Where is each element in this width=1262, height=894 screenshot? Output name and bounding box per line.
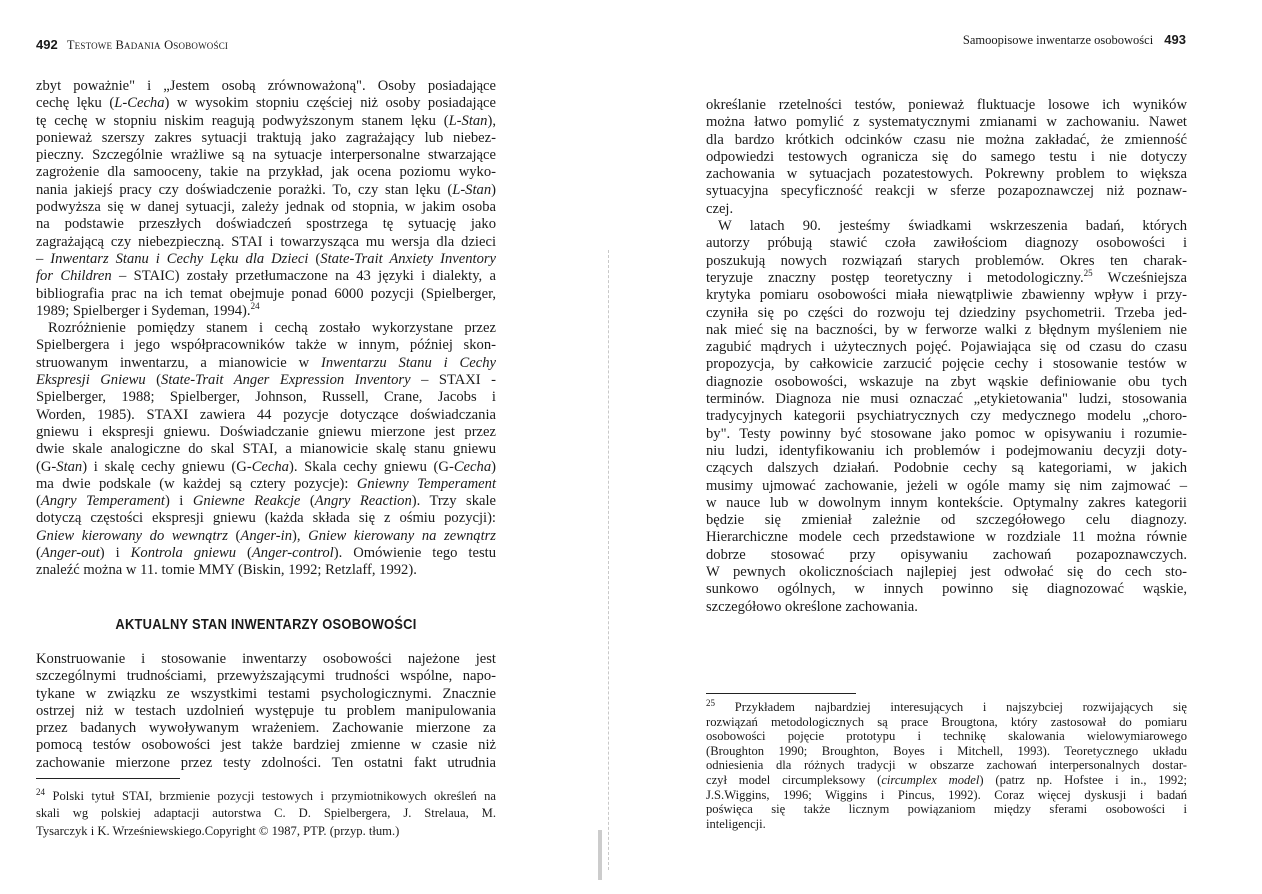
text-line: zachowania w sytuacjach pozatestowych. Pokrewny problem to większa bbox=[706, 166, 1187, 183]
text-line: teryzuje znaczny postęp teoretyczny i metodologiczny.$^{25}$ Wcześniejsza bbox=[706, 268, 1187, 286]
italic-text: Gniew kierowany na zewnątrz bbox=[308, 527, 496, 544]
text-line: odpowiedzi testowych ogranicza się do samego testu i nie dotyczy bbox=[706, 148, 1187, 165]
text-line: poszukują nowych rozwiązań starych problemów. Okres ten charak- bbox=[706, 252, 1187, 269]
text-line: musimy ujmować zachowanie, jeżeli w ogóle mamy się nim zajmować – bbox=[706, 477, 1187, 494]
footnote-rule bbox=[36, 778, 180, 779]
right-page-number: 493 bbox=[1164, 32, 1186, 47]
text-line: (G-Stan) i skalę cechy gniewu (G-Cecha). Skala cechy gniewu (G-Cecha) bbox=[36, 458, 496, 475]
italic-text: Angry Reaction bbox=[314, 493, 412, 510]
footnote-marker: 24 bbox=[36, 786, 45, 797]
text-line: Gniew kierowany do wewnątrz (Anger-in), Gniew kierowany na zewnątrz bbox=[36, 527, 496, 544]
text-line: $^{24}$ Polski tytuł STAI, brzmienie pozycji testowych i przymiotnikowych określeń na bbox=[36, 786, 496, 803]
italic-text: Angry Temperament bbox=[40, 493, 165, 510]
text-line: można łatwo pomylić z systematycznymi zmianami w zachowaniu. Nawet bbox=[706, 114, 1187, 131]
text-line: osobowości pojęcie prototypu i technikę skalowania wielowymiarowego bbox=[706, 729, 1187, 744]
text-line: (Anger-out) i Kontrola gniewu (Anger-control). Omówienie tego testu bbox=[36, 545, 496, 562]
text-line: na podstawie przeszłych doświadczeń spostrzega tę sytuację jako bbox=[36, 216, 496, 233]
text-line: J.S.Wiggins, 1996; Wiggins i Pincus, 1992). Coraz więcej dyskusji i badań bbox=[706, 787, 1187, 802]
text-line: pomocą testów osobowości jest także bardziej zmienne w czasie niż bbox=[36, 737, 496, 754]
text-line: tykane w związku ze wszystkimi testami psychologicznymi. Znacznie bbox=[36, 685, 496, 702]
text-line: gniewu i ekspresji gniewu. Doświadczanie gniewu mierzone jest przez bbox=[36, 423, 496, 440]
text-line: zagubić mądrych i użytecznych pojęć. Pojawiająca się od czasu do czasu bbox=[706, 339, 1187, 356]
left-body-text-2 bbox=[36, 651, 496, 772]
italic-text: L-Stan bbox=[448, 112, 488, 129]
footnote-rule bbox=[706, 693, 856, 694]
text-line: ma dwie podskale (w każdej są cztery pozycje): Gniewny Temperament bbox=[36, 475, 496, 492]
text-line: sunkowo ogólnych, w innych powinno się diagnozować wąskie, bbox=[706, 581, 1187, 598]
text-line: Ekspresji Gniewu (State-Trait Anger Expression Inventory – STAXI - bbox=[36, 372, 497, 389]
text-line: autorzy próbują stawić czoła zawiłościom diagnozy osobowości i bbox=[706, 235, 1187, 252]
text-line: for Children – STAIC) zostały przetłumaczone na 43 języki i dialekty, a bbox=[36, 268, 496, 285]
text-line: (Broughton 1990; Broughton, Boyes i Mitchell, 1993). Teoretycznego układu bbox=[706, 743, 1187, 758]
text-line: dla bardzo krótkich odcinków czasu nie można zakładać, że zmienność bbox=[706, 131, 1187, 148]
text-line: podwyższa się w danej sytuacji, zależy jednak od stopnia, w jakim osoba bbox=[36, 199, 496, 216]
text-line: czej. bbox=[706, 200, 734, 217]
italic-text: Ekspresji Gniewu bbox=[36, 372, 146, 389]
italic-text: Gniewny Temperament bbox=[356, 475, 496, 492]
left-running-head: Testowe Badania Osobowości bbox=[66, 38, 229, 52]
right-running-head: Samoopisowe inwentarze osobowości bbox=[962, 33, 1154, 47]
text-line: Tysarczyk i K. Wrześniewskiego.Copyright © 1987, PTP. (przyp. tłum.) bbox=[36, 823, 400, 838]
italic-text: State-Trait Anxiety Inventory bbox=[320, 250, 497, 267]
text-line: Konstruowanie i stosowanie inwentarzy osobowości najeżone jest bbox=[36, 651, 496, 667]
text-line: szczegółowo określone zachowania. bbox=[706, 598, 918, 615]
italic-text: Stan bbox=[56, 458, 83, 475]
text-line: dwie skale analogiczne do skal STAI, a mianowicie skalę stanu gniewu bbox=[36, 441, 496, 458]
text-line: Rozróżnienie pomiędzy stanem i cechą zostało wykorzystane przez bbox=[48, 320, 496, 337]
italic-text: Gniew kierowany do wewnątrz bbox=[36, 527, 228, 544]
italic-text: Inwentarzu Stanu i Cechy bbox=[321, 354, 496, 371]
text-line: znaleźć można w 11. tomie MMY (Biskin, 1992; Retzlaff, 1992). bbox=[36, 562, 417, 579]
text-line: odniesienia dla różnych tradycji w obszarze zachowań interpersonalnych dostar- bbox=[706, 758, 1187, 773]
footnote-24 bbox=[36, 788, 496, 840]
text-line: Worden, 1985). STAXI zawiera 44 pozycje dotyczące doświadczania bbox=[36, 406, 496, 423]
text-line: nania jakiejś pracy czy doświadczenie porażki. To, czy stan lęku (L-Stan) bbox=[36, 181, 496, 198]
italic-text: Kontrola gniewu bbox=[130, 545, 236, 562]
text-line: Hierarchiczne modele cech przedstawione w rozdziale 11 można równie bbox=[706, 529, 1187, 546]
text-line: będzie się zmieniał zależnie od szczegółowego celu diagnozy. bbox=[706, 512, 1187, 529]
text-line: sytuacyjna specyficzność reakcji w sferze pozapoznawczej niż poznaw- bbox=[706, 183, 1187, 200]
text-line: ponieważ szerszy zakres sytuacji traktują jako zagrażający lub niebez- bbox=[36, 129, 496, 146]
text-line: poświęca się także licznym powiązaniom między sferami osobowości i bbox=[706, 802, 1187, 817]
text-line: propozycja, by całkowicie zarzucić pojęcie cechy i stosowanie testów w bbox=[706, 356, 1187, 373]
text-line: dotyczą częstości ekspresji gniewu (każda składa się z ośmiu pozycji): bbox=[36, 510, 496, 527]
text-line: zbyt poważnie" i „Jestem osobą zrównoważoną". Osoby posiadające bbox=[36, 78, 496, 94]
italic-text: Anger-control bbox=[251, 545, 334, 562]
text-line: rozwiązań metodologicznych są prace Brougtona, który zastosował do pomiaru bbox=[706, 714, 1187, 729]
text-line: – Inwentarz Stanu i Cechy Lęku dla Dzieci (State-Trait Anxiety Inventory bbox=[36, 250, 497, 267]
text-line: struowanym inwentarzu, a mianowicie w Inwentarzu Stanu i Cechy bbox=[36, 354, 496, 371]
text-line: zagrożenie dla samooceny, takie na przykład, jak ocena poziomu wyko- bbox=[36, 164, 496, 181]
text-line: nak mieć się na baczności, by w ferworze walki z błędnym myśleniem nie bbox=[706, 321, 1187, 338]
text-line: inteligencji. bbox=[706, 816, 766, 831]
italic-text: Inwentarz Stanu i Cechy Lęku dla Dzieci bbox=[50, 250, 309, 267]
italic-text: State-Trait Anger Expression Inventory bbox=[161, 372, 411, 389]
page-gutter bbox=[608, 250, 609, 870]
italic-text: L-Cecha bbox=[114, 95, 165, 112]
text-line: tradycyjnych kategorii psychiatrycznych czy medycznego modelu „choro- bbox=[706, 408, 1187, 425]
text-line: (Angry Temperament) i Gniewne Reakcje (Angry Reaction). Trzy skale bbox=[36, 493, 497, 510]
text-line: Spielberger, 1988; Spielberger, Johnson, Russell, Crane, Jacobs i bbox=[36, 389, 496, 406]
text-line: pieczny. Szczególnie wrażliwe są na sytuacje interpersonalne stwarzające bbox=[36, 147, 496, 164]
footnote-marker: 25 bbox=[706, 697, 715, 708]
text-line: W pewnych okolicznościach najlepiej jest odwołać się do cech sto- bbox=[706, 564, 1187, 581]
text-line: cechę lęku (L-Cecha) w wysokim stopniu częściej niż osoby posiadające bbox=[36, 95, 496, 112]
section-heading: AKTUALNY STAN INWENTARZY OSOBOWOŚCI bbox=[115, 616, 417, 633]
left-page-number: 492 bbox=[36, 37, 58, 52]
text-line: terminów. Diagnoza nie musi oznaczać „etykietowania" ludzi, stosowania bbox=[706, 391, 1187, 408]
text-line: bibliografia prac na ich temat obejmuje ponad 6000 pozycji (Spielberger, bbox=[36, 285, 496, 302]
text-line: W latach 90. jesteśmy świadkami wskrzeszenia badań, których bbox=[718, 218, 1187, 235]
footnote-marker: 25 bbox=[1083, 268, 1093, 279]
text-line: ostrzej niż w testach uzdolnień występuje tu problem manipulowania bbox=[36, 702, 496, 719]
italic-text: for Children bbox=[36, 268, 112, 285]
text-line: skali wg polskiej adaptacji autorstwa C. D. Spielbergera, J. Strelaua, M. bbox=[36, 806, 496, 821]
text-line: niu ludzi, identyfikowaniu ich problemów i podejmowaniu decyzji doty- bbox=[706, 442, 1187, 459]
footnote-25 bbox=[706, 697, 1187, 831]
text-line: przez badanych wywoływanym wrażeniem. Zachowanie mierzone za bbox=[36, 720, 496, 737]
text-line: zachowanie mierzone przez testy zdolności. Ten ostatni fakt utrudnia bbox=[36, 754, 496, 771]
text-line: 1989; Spielberger i Sydeman, 1994).$^{24}$ bbox=[36, 301, 260, 319]
text-line: czyniła się po części do rozwoju tej dziedziny psychometrii. Trzeba jed- bbox=[706, 304, 1187, 321]
italic-text: Cecha bbox=[251, 458, 289, 475]
italic-text: circumplex model bbox=[881, 772, 980, 787]
italic-text: Cecha bbox=[453, 458, 492, 475]
italic-text: Anger-out bbox=[40, 545, 100, 562]
left-body-text bbox=[36, 78, 496, 580]
italic-text: Anger-in bbox=[240, 527, 292, 544]
italic-text: Gniewne Reakcje bbox=[192, 493, 301, 510]
text-line: Spielbergera i jego współpracowników także w innym, później skon- bbox=[36, 337, 496, 354]
text-line: tę cechę w stopniu niskim reagują podwyższonym stanem lęku (L-Stan), bbox=[36, 112, 496, 129]
text-line: dobrze stosować przy opisywaniu zachowań pozapoznawczych. bbox=[706, 546, 1187, 563]
text-line: $^{25}$ Przykładem najbardziej interesujących i najszybciej rozwijających się bbox=[706, 697, 1187, 714]
left-page-header bbox=[36, 37, 228, 53]
text-line: czył model circumpleksowy (circumplex model) (patrz np. Hofstee i in., 1992; bbox=[706, 772, 1187, 787]
text-line: w nauce lub w dowolnym innym kontekście. Optymalny zakres kategorii bbox=[706, 494, 1187, 511]
text-line: określanie rzetelności testów, ponieważ fluktuacje losowe ich wyników bbox=[706, 97, 1187, 113]
right-page-header bbox=[963, 32, 1186, 48]
text-line: diagnozie osobowości, wskazuje na zbyt wąskie definiowanie obu tych bbox=[706, 373, 1187, 390]
text-line: zagrażającą czy niebezpieczną. STAI i towarzysząca mu wersja dla dzieci bbox=[36, 233, 496, 250]
text-line: szczególnymi trudnościami, przewyższającymi trudności wspólne, napo- bbox=[36, 668, 496, 685]
footnote-marker: 24 bbox=[250, 301, 260, 311]
italic-text: L-Stan bbox=[452, 181, 492, 198]
scan-artifact bbox=[598, 830, 602, 880]
text-line: krytyka pomiaru osobowości miała niewątpliwie zbawienny wpływ i przy- bbox=[706, 287, 1187, 304]
right-body-text bbox=[706, 97, 1187, 616]
text-line: czących dalszych działań. Podobnie cechy są kategoriami, w jakich bbox=[706, 460, 1187, 477]
text-line: by". Testy powinny być stosowane jako pomoc w opisywaniu i rozumie- bbox=[706, 425, 1187, 442]
